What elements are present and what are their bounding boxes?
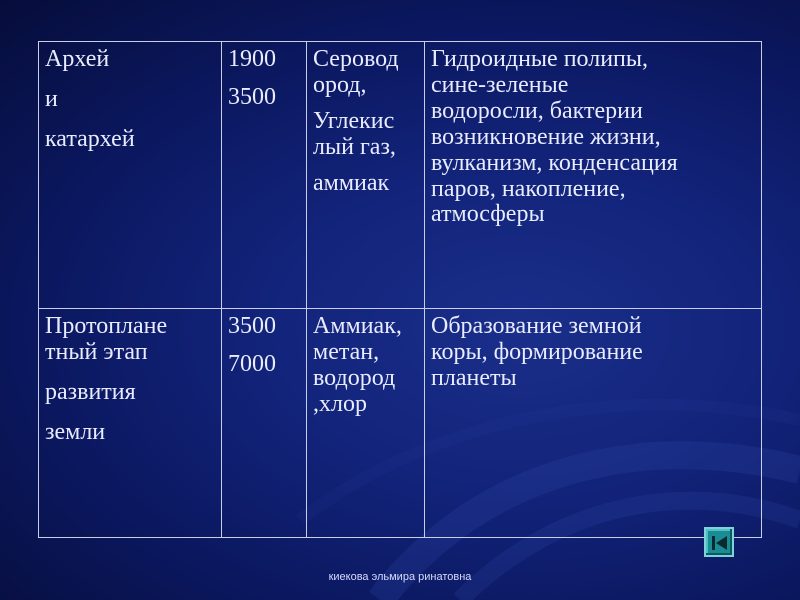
cell-text: Углекис [313, 107, 395, 134]
cell-text: возникновение жизни, [431, 123, 661, 150]
cell-text: сине-зеленые [431, 71, 569, 98]
cell-text: катархей [45, 125, 135, 152]
cell-text: 7000 [228, 350, 276, 377]
cell-text: Архей [45, 46, 110, 72]
cell-text: лый газ, [313, 133, 396, 160]
cell-text: паров, накопление, [431, 175, 626, 202]
events-cell [425, 309, 762, 538]
cell-text: атмосферы [431, 201, 545, 228]
years-cell [222, 42, 307, 309]
cell-text: метан, [313, 338, 380, 365]
cell-text: планеты [431, 364, 517, 391]
cell-text: развития [45, 378, 136, 405]
cell-text: ород, [313, 71, 367, 98]
cell-text: 3500 [228, 313, 276, 339]
gases-cell [307, 42, 425, 309]
cell-text: коры, формирование [431, 338, 643, 365]
cell-text: аммиак [313, 169, 390, 196]
cell-text: Серовод [313, 46, 399, 72]
cell-text: 3500 [228, 83, 276, 110]
gases-cell [307, 309, 425, 538]
skip-back-icon [709, 532, 731, 554]
era-cell [39, 309, 222, 538]
era-cell [39, 42, 222, 309]
table-row [39, 42, 762, 309]
cell-text: Образование земной [431, 313, 642, 339]
cell-text: и [45, 85, 58, 112]
cell-text: водород [313, 364, 396, 391]
geologic-eras-table [38, 41, 762, 538]
cell-text: 1900 [228, 46, 276, 72]
years-cell [222, 309, 307, 538]
cell-text: Гидроидные полипы, [431, 46, 649, 72]
cell-text: тный этап [45, 338, 148, 365]
author-footer: киекова эльмира ринатовна [328, 571, 472, 583]
back-nav-button[interactable] [704, 527, 734, 557]
cell-text: Протоплане [45, 313, 168, 339]
events-cell [425, 42, 762, 309]
cell-text: Аммиак, [313, 313, 402, 339]
cell-text: водоросли, бактерии [431, 97, 643, 124]
cell-text: земли [45, 418, 106, 445]
cell-text: вулканизм, конденсация [431, 149, 678, 176]
cell-text: ,хлор [313, 390, 367, 417]
table-row [39, 309, 762, 538]
